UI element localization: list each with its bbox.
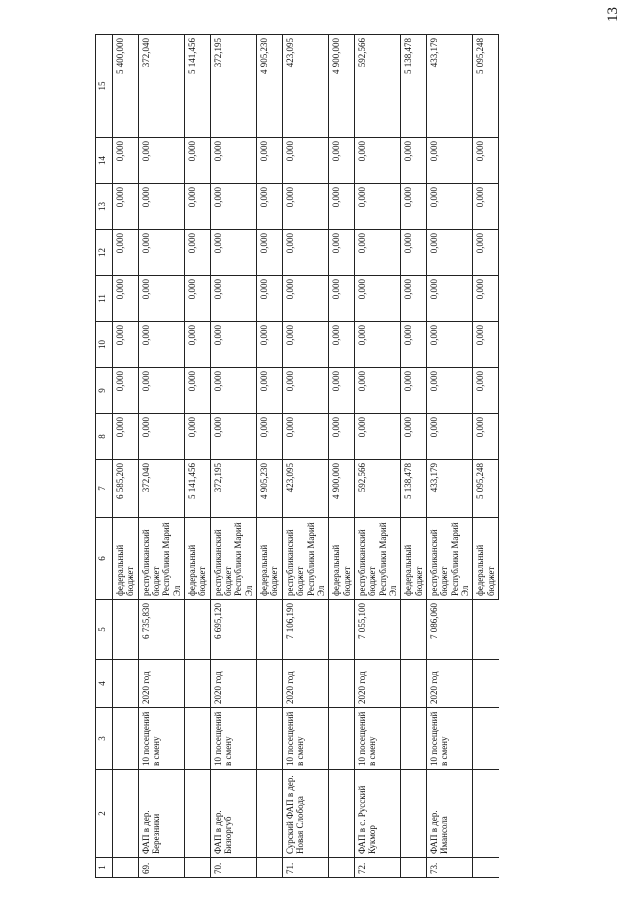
cell-col-1: 71.: [282, 858, 328, 878]
cell-col-13: 0,000: [257, 184, 283, 230]
cell-col-10: 0,000: [257, 322, 283, 368]
cell-col-14: 0,000: [210, 138, 256, 184]
cell-col-2: ФАП в с. Русский Кукмор: [354, 770, 400, 858]
cell-col-11: 0,000: [113, 276, 139, 322]
table-row: [329, 35, 355, 878]
cell-col-14: 0,000: [282, 138, 328, 184]
cell-col-1: [113, 858, 139, 878]
cell-col-2: [401, 770, 427, 858]
cell-col-3: [473, 708, 499, 770]
cell-col-2: [185, 770, 211, 858]
header-row: [96, 35, 113, 878]
cell-col-1: 69.: [138, 858, 184, 878]
cell-col-7: 592,566: [354, 460, 400, 518]
cell-col-8: 0,000: [138, 414, 184, 460]
cell-col-13: 0,000: [401, 184, 427, 230]
cell-col-10: 0,000: [282, 322, 328, 368]
cell-col-6: федеральный бюджет: [185, 518, 211, 600]
cell-col-3: [329, 708, 355, 770]
cell-col-12: 0,000: [426, 230, 472, 276]
cell-col-11: 0,000: [282, 276, 328, 322]
cell-col-7: 372,195: [210, 460, 256, 518]
cell-col-4: 2020 год: [138, 660, 184, 708]
cell-col-4: 2020 год: [426, 660, 472, 708]
cell-col-2: ФАП в дер. Имансола: [426, 770, 472, 858]
cell-col-13: 0,000: [210, 184, 256, 230]
table-row: [257, 35, 283, 878]
table-row: [354, 35, 400, 878]
cell-col-13: 0,000: [282, 184, 328, 230]
cell-col-9: 0,000: [354, 368, 400, 414]
cell-col-12: 0,000: [354, 230, 400, 276]
cell-col-12: 0,000: [401, 230, 427, 276]
cell-col-15: 5 400,000: [113, 35, 139, 138]
cell-col-14: 0,000: [329, 138, 355, 184]
cell-col-3: 10 посещений в смену: [138, 708, 184, 770]
cell-col-14: 0,000: [257, 138, 283, 184]
cell-col-14: 0,000: [473, 138, 499, 184]
cell-col-6: федеральный бюджет: [113, 518, 139, 600]
cell-col-3: 10 посещений в смену: [354, 708, 400, 770]
cell-col-1: 70.: [210, 858, 256, 878]
cell-col-7: 372,040: [138, 460, 184, 518]
cell-col-11: 0,000: [329, 276, 355, 322]
cell-col-4: [401, 660, 427, 708]
cell-col-8: 0,000: [354, 414, 400, 460]
cell-col-9: 0,000: [401, 368, 427, 414]
cell-col-4: 2020 год: [210, 660, 256, 708]
cell-col-15: 5 141,456: [185, 35, 211, 138]
cell-col-6: федеральный бюджет: [401, 518, 427, 600]
cell-col-10: 0,000: [354, 322, 400, 368]
table-row: [401, 35, 427, 878]
cell-col-9: 0,000: [113, 368, 139, 414]
cell-col-15: 372,040: [138, 35, 184, 138]
cell-col-4: 2020 год: [354, 660, 400, 708]
cell-col-8: 0,000: [113, 414, 139, 460]
cell-col-12: 0,000: [257, 230, 283, 276]
header-cell-8: 8: [96, 414, 113, 460]
cell-col-14: 0,000: [185, 138, 211, 184]
cell-col-14: 0,000: [113, 138, 139, 184]
header-cell-6: 6: [96, 518, 113, 600]
cell-col-5: 7 086,060: [426, 600, 472, 660]
cell-col-5: [113, 600, 139, 660]
header-cell-10: 10: [96, 322, 113, 368]
cell-col-13: 0,000: [329, 184, 355, 230]
cell-col-1: [473, 858, 499, 878]
cell-col-3: [257, 708, 283, 770]
cell-col-9: 0,000: [426, 368, 472, 414]
page-number: 13: [605, 7, 621, 22]
cell-col-2: [329, 770, 355, 858]
cell-col-10: 0,000: [473, 322, 499, 368]
cell-col-13: 0,000: [113, 184, 139, 230]
cell-col-13: 0,000: [138, 184, 184, 230]
cell-col-15: 423,095: [282, 35, 328, 138]
cell-col-2: Сурский ФАП в дер. Новая Слобода: [282, 770, 328, 858]
cell-col-15: 4 905,230: [257, 35, 283, 138]
cell-col-8: 0,000: [401, 414, 427, 460]
cell-col-2: ФАП в дер. Бизюргуб: [210, 770, 256, 858]
cell-col-6: республиканский бюджет Республики Марий Эл: [210, 518, 256, 600]
cell-col-11: 0,000: [210, 276, 256, 322]
header-cell-7: 7: [96, 460, 113, 518]
cell-col-10: 0,000: [426, 322, 472, 368]
header-cell-1: 1: [96, 858, 113, 878]
cell-col-12: 0,000: [282, 230, 328, 276]
header-cell-3: 3: [96, 708, 113, 770]
table-row: [138, 35, 184, 878]
cell-col-6: федеральный бюджет: [257, 518, 283, 600]
cell-col-3: [113, 708, 139, 770]
cell-col-9: 0,000: [257, 368, 283, 414]
cell-col-5: [257, 600, 283, 660]
cell-col-11: 0,000: [426, 276, 472, 322]
header-cell-9: 9: [96, 368, 113, 414]
cell-col-12: 0,000: [210, 230, 256, 276]
cell-col-8: 0,000: [426, 414, 472, 460]
cell-col-1: [185, 858, 211, 878]
cell-col-8: 0,000: [185, 414, 211, 460]
header-cell-11: 11: [96, 276, 113, 322]
budget-table: [95, 34, 499, 878]
cell-col-12: 0,000: [113, 230, 139, 276]
cell-col-9: 0,000: [210, 368, 256, 414]
cell-col-5: 7 106,190: [282, 600, 328, 660]
cell-col-6: республиканский бюджет Республики Марий Эл: [138, 518, 184, 600]
cell-col-15: 5 095,248: [473, 35, 499, 138]
cell-col-11: 0,000: [473, 276, 499, 322]
cell-col-14: 0,000: [354, 138, 400, 184]
cell-col-4: 2020 год: [282, 660, 328, 708]
cell-col-12: 0,000: [138, 230, 184, 276]
cell-col-9: 0,000: [473, 368, 499, 414]
cell-col-9: 0,000: [138, 368, 184, 414]
cell-col-7: 423,095: [282, 460, 328, 518]
cell-col-10: 0,000: [113, 322, 139, 368]
table-row: [210, 35, 256, 878]
table-row: [282, 35, 328, 878]
cell-col-1: 73.: [426, 858, 472, 878]
cell-col-7: 6 585,200: [113, 460, 139, 518]
table-row: [113, 35, 139, 878]
cell-col-3: [401, 708, 427, 770]
cell-col-9: 0,000: [282, 368, 328, 414]
table-row: [473, 35, 499, 878]
cell-col-6: республиканский бюджет Республики Марий Эл: [354, 518, 400, 600]
cell-col-14: 0,000: [426, 138, 472, 184]
cell-col-10: 0,000: [401, 322, 427, 368]
cell-col-14: 0,000: [401, 138, 427, 184]
cell-col-8: 0,000: [257, 414, 283, 460]
cell-col-2: [473, 770, 499, 858]
cell-col-5: 6 695,120: [210, 600, 256, 660]
cell-col-8: 0,000: [473, 414, 499, 460]
cell-col-2: [257, 770, 283, 858]
cell-col-15: 372,195: [210, 35, 256, 138]
cell-col-3: 10 посещений в смену: [210, 708, 256, 770]
cell-col-3: 10 посещений в смену: [426, 708, 472, 770]
cell-col-6: республиканский бюджет Республики Марий Эл: [282, 518, 328, 600]
cell-col-13: 0,000: [185, 184, 211, 230]
cell-col-1: [257, 858, 283, 878]
cell-col-3: 10 посещений в смену: [282, 708, 328, 770]
cell-col-6: федеральный бюджет: [329, 518, 355, 600]
cell-col-7: 5 138,478: [401, 460, 427, 518]
cell-col-12: 0,000: [473, 230, 499, 276]
cell-col-8: 0,000: [329, 414, 355, 460]
cell-col-5: [401, 600, 427, 660]
cell-col-13: 0,000: [473, 184, 499, 230]
cell-col-5: 6 735,830: [138, 600, 184, 660]
header-cell-13: 13: [96, 184, 113, 230]
header-cell-15: 15: [96, 35, 113, 138]
table-row: [426, 35, 472, 878]
cell-col-11: 0,000: [138, 276, 184, 322]
cell-col-7: 4 900,000: [329, 460, 355, 518]
cell-col-8: 0,000: [282, 414, 328, 460]
cell-col-5: 7 055,100: [354, 600, 400, 660]
cell-col-10: 0,000: [185, 322, 211, 368]
cell-col-7: 4 905,230: [257, 460, 283, 518]
cell-col-5: [473, 600, 499, 660]
cell-col-8: 0,000: [210, 414, 256, 460]
cell-col-15: 4 900,000: [329, 35, 355, 138]
table-body: [113, 35, 499, 878]
cell-col-4: [113, 660, 139, 708]
cell-col-11: 0,000: [257, 276, 283, 322]
cell-col-1: [329, 858, 355, 878]
cell-col-9: 0,000: [185, 368, 211, 414]
cell-col-4: [257, 660, 283, 708]
cell-col-4: [329, 660, 355, 708]
header-cell-5: 5: [96, 600, 113, 660]
cell-col-9: 0,000: [329, 368, 355, 414]
cell-col-15: 433,179: [426, 35, 472, 138]
cell-col-15: 592,566: [354, 35, 400, 138]
header-cell-14: 14: [96, 138, 113, 184]
rotated-table-container: [95, 35, 632, 878]
cell-col-2: [113, 770, 139, 858]
cell-col-11: 0,000: [401, 276, 427, 322]
cell-col-10: 0,000: [210, 322, 256, 368]
cell-col-11: 0,000: [354, 276, 400, 322]
cell-col-1: 72.: [354, 858, 400, 878]
cell-col-5: [329, 600, 355, 660]
header-cell-4: 4: [96, 660, 113, 708]
cell-col-4: [473, 660, 499, 708]
cell-col-10: 0,000: [138, 322, 184, 368]
cell-col-7: 5 095,248: [473, 460, 499, 518]
table-row: [185, 35, 211, 878]
cell-col-1: [401, 858, 427, 878]
cell-col-11: 0,000: [185, 276, 211, 322]
cell-col-3: [185, 708, 211, 770]
cell-col-15: 5 138,478: [401, 35, 427, 138]
cell-col-13: 0,000: [426, 184, 472, 230]
cell-col-14: 0,000: [138, 138, 184, 184]
cell-col-6: федеральный бюджет: [473, 518, 499, 600]
cell-col-7: 5 141,456: [185, 460, 211, 518]
cell-col-12: 0,000: [185, 230, 211, 276]
cell-col-2: ФАП в дер. Березники: [138, 770, 184, 858]
header-cell-12: 12: [96, 230, 113, 276]
header-cell-2: 2: [96, 770, 113, 858]
cell-col-12: 0,000: [329, 230, 355, 276]
cell-col-7: 433,179: [426, 460, 472, 518]
cell-col-6: республиканский бюджет Республики Марий Эл: [426, 518, 472, 600]
cell-col-13: 0,000: [354, 184, 400, 230]
cell-col-10: 0,000: [329, 322, 355, 368]
cell-col-5: [185, 600, 211, 660]
cell-col-4: [185, 660, 211, 708]
